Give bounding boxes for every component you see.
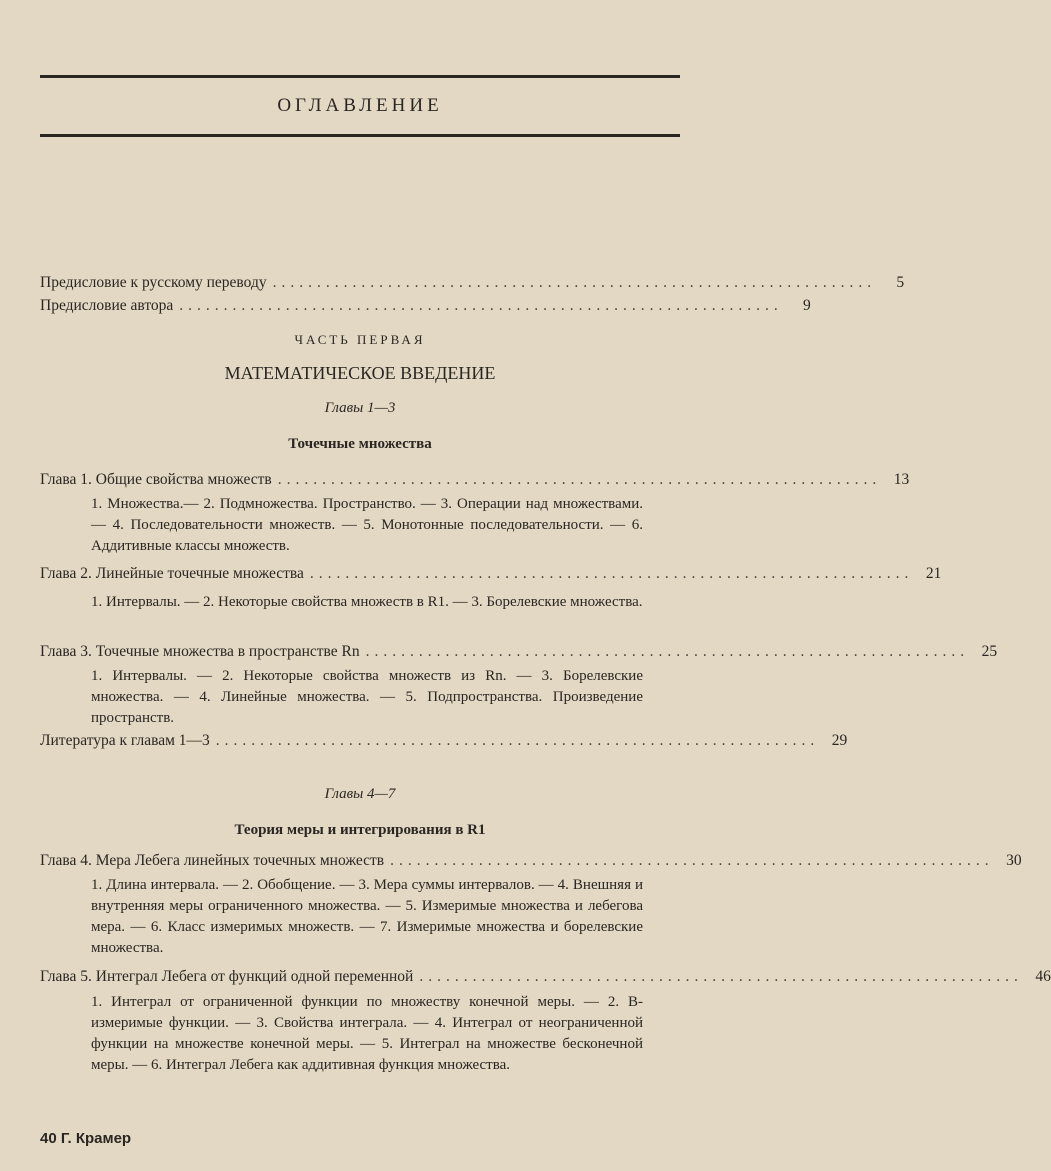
toc-title: ОГЛАВЛЕНИЕ (277, 95, 443, 116)
dot-leader: .................................................................... (215, 732, 820, 749)
entry-page: 46 (1035, 968, 1051, 985)
entry-title: Предисловие автора (40, 297, 174, 314)
chapter-description: 1. Длина интервала. — 2. Обобщение. — 3. Мера суммы интервалов. — 4. Внешняя и внутренняя меры ограниченного множества. — 5. Измеримые множества и лебегова мера. — 6. Класс измеримых множеств. — 7. Измеримые множества и борелевские множества. (91, 877, 643, 956)
entry-page: 21 (925, 565, 942, 582)
part-title: МАТЕМАТИЧЕСКОЕ ВВЕДЕНИЕ (224, 363, 496, 383)
toc-entry-chapter-3[interactable] (40, 643, 998, 661)
dot-leader: .................................................................... (179, 297, 783, 314)
toc-entry-chapter-2[interactable] (40, 565, 942, 583)
entry-title: Глава 5. Интеграл Лебега от функций одной переменной (40, 968, 414, 985)
toc-entry-literature[interactable] (40, 732, 848, 750)
entry-page: 9 (803, 297, 811, 314)
toc-entry-preface-author[interactable] (40, 297, 811, 315)
entry-title: Глава 3. Точечные множества в пространстве Rn (40, 643, 360, 660)
entry-title: Предисловие к русскому переводу (40, 274, 267, 291)
dot-leader: .................................................................... (272, 274, 877, 291)
toc-entry-preface-translation[interactable] (40, 274, 905, 292)
part-label: ЧАСТЬ ПЕРВАЯ (294, 332, 426, 347)
dot-leader: .................................................................... (365, 643, 970, 660)
entry-page: 5 (896, 274, 905, 291)
chapter-description: 1. Интервалы. — 2. Некоторые свойства множеств из Rn. — 3. Борелевские множества. — 4. Линейные множества. — 5. Подпространства. Произведение пространств. (91, 668, 643, 726)
title-rule (40, 134, 680, 137)
dot-leader: .................................................................... (277, 471, 882, 488)
entry-page: 13 (893, 471, 910, 488)
group-label: Главы 1—3 (324, 400, 396, 416)
chapter-description: 1. Интеграл от ограниченной функции по множеству конечной меры. — 2. B-измеримые функции. — 3. Свойства интеграла. — 4. Интеграл от неограниченной функции на множестве конечной меры. — 5. Интеграл на множестве бесконечной меры. — 6. Интеграл Лебега как аддитивная функция множества. (91, 994, 643, 1073)
dot-leader: .................................................................... (419, 968, 1023, 985)
chapter-description: 1. Интервалы. — 2. Некоторые свойства множеств в R1. — 3. Борелевские множества. (91, 594, 643, 610)
page-footer: 40 Г. Крамер (40, 1130, 132, 1147)
group-title: Точечные множества (288, 436, 432, 452)
group-label: Главы 4—7 (324, 786, 396, 802)
dot-leader: .................................................................... (390, 852, 994, 869)
entry-page: 30 (1006, 852, 1022, 869)
entry-title: Глава 1. Общие свойства множеств (40, 471, 272, 488)
chapter-description: 1. Множества.— 2. Подмножества. Пространство. — 3. Операции над множествами. — 4. Последовательности множеств. — 5. Монотонные последовательности. — 6. Аддитивные классы множеств. (91, 496, 643, 554)
toc-entry-chapter-5[interactable] (40, 968, 1051, 986)
entry-title: Литература к главам 1—3 (40, 732, 210, 749)
toc-entry-chapter-4[interactable] (40, 852, 1022, 870)
entry-title: Глава 2. Линейные точечные множества (40, 565, 304, 582)
top-rule (40, 75, 680, 78)
entry-page: 29 (831, 732, 848, 749)
entry-page: 25 (981, 643, 998, 660)
group-title: Теория меры и интегрирования в R1 (234, 822, 486, 838)
dot-leader: .................................................................... (309, 565, 914, 582)
entry-title: Глава 4. Мера Лебега линейных точечных множеств (40, 852, 385, 869)
toc-entry-chapter-1[interactable] (40, 471, 910, 489)
